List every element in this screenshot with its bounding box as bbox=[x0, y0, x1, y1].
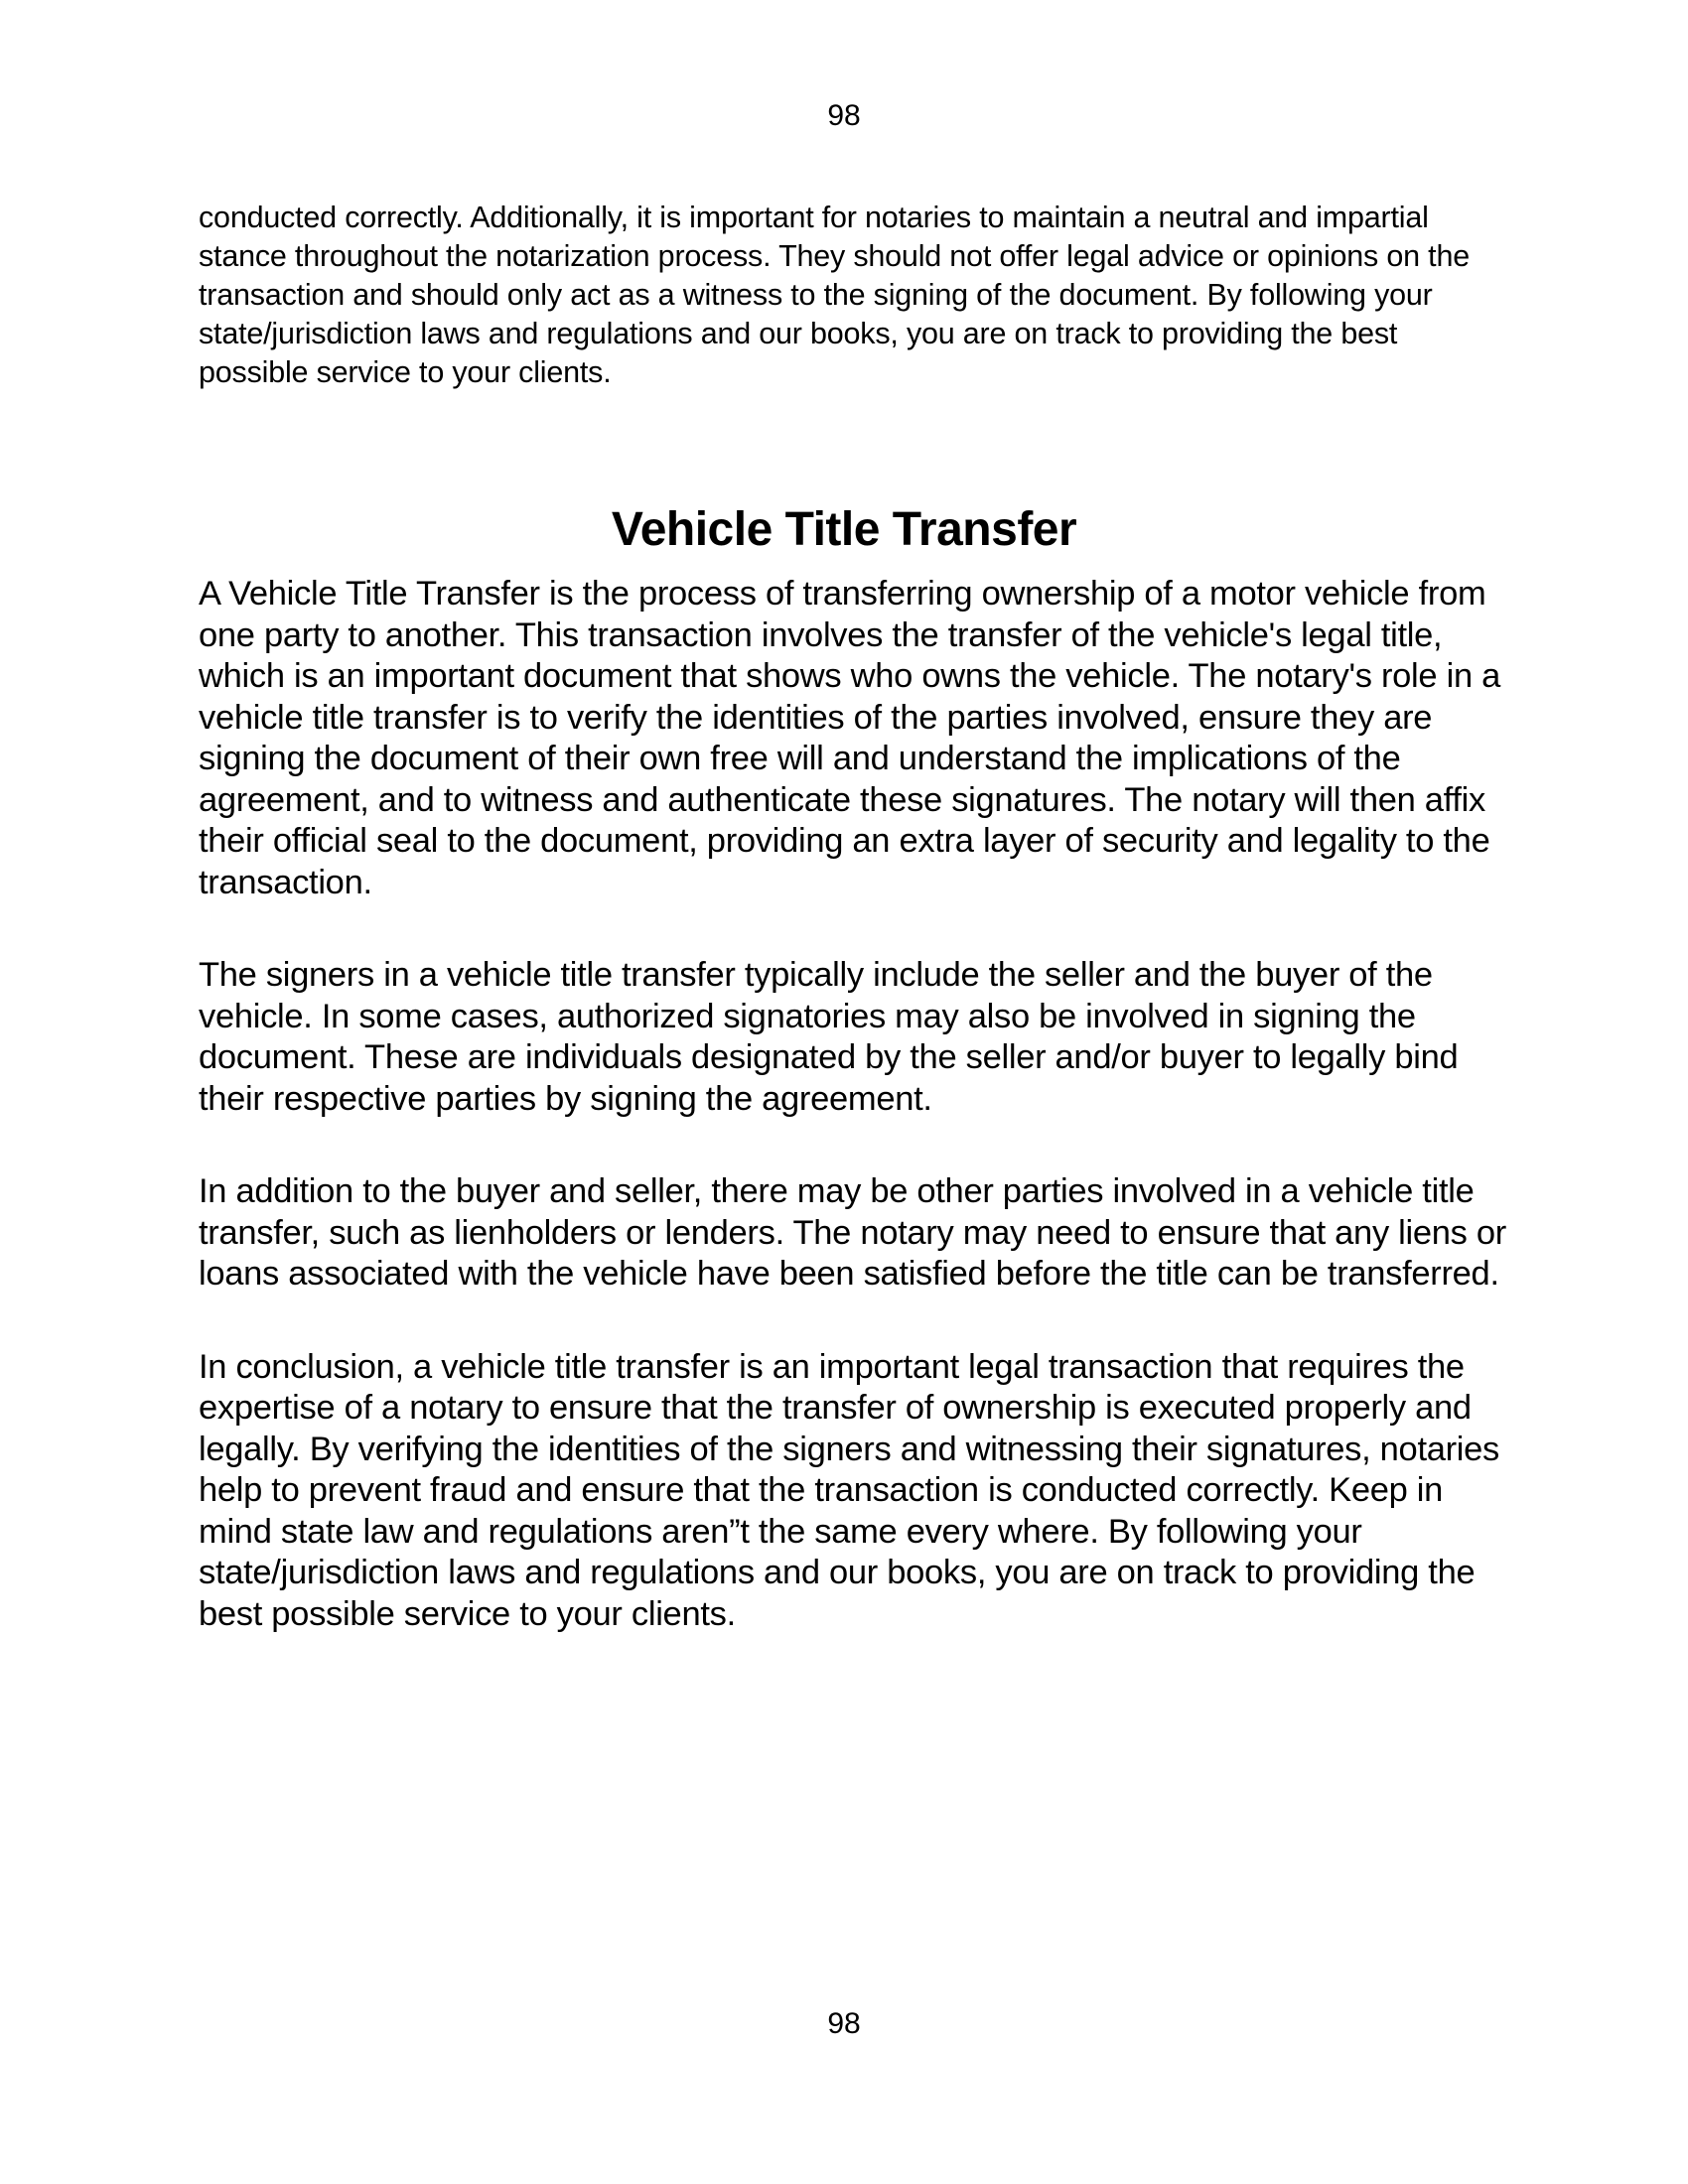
section-title: Vehicle Title Transfer bbox=[611, 503, 1077, 557]
paragraph-definition: A Vehicle Title Transfer is the process of transferring ownership of a motor vehicle from one party to another. This transaction involves the transfer of the vehicle's legal title, which is an important document that shows who owns the vehicle. The notary's role in a vehicle title transfer is to verify the identities of the parties involved, ensure they are signing the document of their own free will and understand the implications of the agreement, and to witness and authenticate these signatures. The notary will then affix their official seal to the document, providing an extra layer of security and legality to the transaction. bbox=[199, 575, 1501, 901]
paragraph-conclusion: In conclusion, a vehicle title transfer is an important legal transaction that requires the expertise of a notary to ensure that the transfer of ownership is executed properly and legally. By verifying the identities of the signers and witnessing their signatures, notaries help to prevent fraud and ensure that the transaction is conducted correctly. Keep in mind state law and regulations aren”t the same every where. By following your state/jurisdiction laws and regulations and our books, you are on track to providing the best possible service to your clients. bbox=[199, 1347, 1500, 1633]
section-body bbox=[199, 574, 1509, 1687]
paragraph-signers: The signers in a vehicle title transfer typically include the seller and the buyer of the vehicle. In some cases, authorized signatories may also be involved in signing the document. These are individuals designated by the seller and/or buyer to legally bind their respective parties by signing the agreement. bbox=[199, 956, 1459, 1118]
intro-paragraph: conducted correctly. Additionally, it is important for notaries to maintain a neutral and impartial stance throughout the notarization process. They should not offer legal advice or opinions on the transaction and should only act as a witness to the signing of the document. By following your state/jurisdiction laws and regulations and our books, you are on track to providing the best possible service to your clients. bbox=[199, 201, 1470, 389]
page-number-bottom: 98 bbox=[827, 2007, 861, 2040]
page-number-top: 98 bbox=[827, 99, 861, 132]
paragraph-other-parties: In addition to the buyer and seller, there may be other parties involved in a vehicle title transfer, such as lienholders or lenders. The notary may need to ensure that any liens or loans associated with the vehicle have been satisfied before the title can be transferred. bbox=[199, 1172, 1506, 1293]
